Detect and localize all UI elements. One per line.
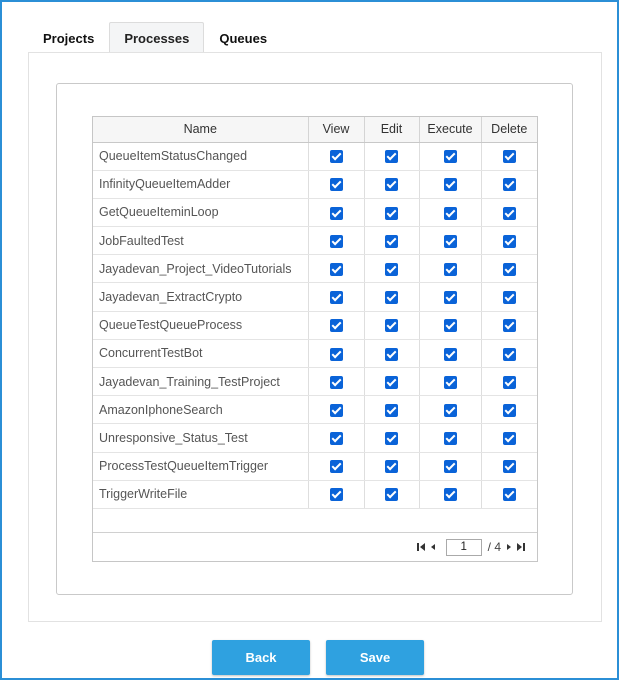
view-checkbox[interactable] bbox=[330, 488, 343, 501]
tab-processes[interactable]: Processes bbox=[109, 22, 204, 53]
edit-checkbox[interactable] bbox=[385, 376, 398, 389]
view-cell bbox=[308, 198, 364, 226]
delete-cell bbox=[481, 142, 537, 170]
delete-cell bbox=[481, 255, 537, 283]
delete-cell bbox=[481, 368, 537, 396]
page-number-input[interactable] bbox=[446, 539, 482, 556]
process-name-cell: InfinityQueueItemAdder bbox=[93, 170, 308, 198]
process-name-cell: GetQueueIteminLoop bbox=[93, 198, 308, 226]
delete-checkbox[interactable] bbox=[503, 319, 516, 332]
first-page-icon[interactable] bbox=[417, 540, 426, 554]
edit-checkbox[interactable] bbox=[385, 348, 398, 361]
back-button[interactable]: Back bbox=[212, 640, 310, 675]
edit-checkbox[interactable] bbox=[385, 291, 398, 304]
view-cell bbox=[308, 452, 364, 480]
process-name-cell: Jayadevan_Project_VideoTutorials bbox=[93, 255, 308, 283]
execute-checkbox[interactable] bbox=[444, 291, 457, 304]
view-checkbox[interactable] bbox=[330, 348, 343, 361]
process-name-cell: QueueItemStatusChanged bbox=[93, 142, 308, 170]
process-name-cell: QueueTestQueueProcess bbox=[93, 311, 308, 339]
execute-cell bbox=[419, 480, 481, 508]
last-page-icon[interactable] bbox=[516, 540, 525, 554]
view-cell bbox=[308, 255, 364, 283]
view-cell bbox=[308, 396, 364, 424]
delete-cell bbox=[481, 311, 537, 339]
delete-checkbox[interactable] bbox=[503, 460, 516, 473]
process-name-cell: Jayadevan_Training_TestProject bbox=[93, 368, 308, 396]
edit-checkbox[interactable] bbox=[385, 432, 398, 445]
processes-tab-panel bbox=[28, 52, 602, 622]
table-row bbox=[93, 452, 537, 480]
column-header-edit[interactable]: Edit bbox=[364, 117, 419, 142]
view-checkbox[interactable] bbox=[330, 235, 343, 248]
edit-checkbox[interactable] bbox=[385, 404, 398, 417]
execute-checkbox[interactable] bbox=[444, 404, 457, 417]
view-checkbox[interactable] bbox=[330, 150, 343, 163]
delete-checkbox[interactable] bbox=[503, 488, 516, 501]
view-checkbox[interactable] bbox=[330, 263, 343, 276]
table-body bbox=[93, 142, 537, 508]
execute-cell bbox=[419, 283, 481, 311]
table-row bbox=[93, 339, 537, 367]
table-row bbox=[93, 396, 537, 424]
view-cell bbox=[308, 339, 364, 367]
delete-cell bbox=[481, 170, 537, 198]
edit-cell bbox=[364, 255, 419, 283]
view-cell bbox=[308, 170, 364, 198]
edit-cell bbox=[364, 424, 419, 452]
view-cell bbox=[308, 283, 364, 311]
execute-cell bbox=[419, 311, 481, 339]
edit-cell bbox=[364, 170, 419, 198]
edit-cell bbox=[364, 452, 419, 480]
execute-checkbox[interactable] bbox=[444, 178, 457, 191]
edit-checkbox[interactable] bbox=[385, 263, 398, 276]
view-cell bbox=[308, 227, 364, 255]
execute-cell bbox=[419, 396, 481, 424]
table-row bbox=[93, 311, 537, 339]
process-name-cell: TriggerWriteFile bbox=[93, 480, 308, 508]
edit-cell bbox=[364, 339, 419, 367]
delete-checkbox[interactable] bbox=[503, 150, 516, 163]
edit-cell bbox=[364, 396, 419, 424]
edit-checkbox[interactable] bbox=[385, 178, 398, 191]
save-button[interactable]: Save bbox=[326, 640, 424, 675]
tab-projects[interactable]: Projects bbox=[43, 30, 95, 46]
table-row bbox=[93, 227, 537, 255]
process-name-cell: ProcessTestQueueItemTrigger bbox=[93, 452, 308, 480]
execute-cell bbox=[419, 170, 481, 198]
view-checkbox[interactable] bbox=[330, 319, 343, 332]
edit-cell bbox=[364, 227, 419, 255]
permissions-container bbox=[56, 83, 573, 595]
delete-checkbox[interactable] bbox=[503, 432, 516, 445]
tab-queues[interactable]: Queues bbox=[219, 30, 268, 46]
delete-checkbox[interactable] bbox=[503, 291, 516, 304]
process-name-cell: AmazonIphoneSearch bbox=[93, 396, 308, 424]
table-row bbox=[93, 283, 537, 311]
table-row bbox=[93, 255, 537, 283]
prev-page-icon[interactable] bbox=[430, 540, 436, 554]
execute-checkbox[interactable] bbox=[444, 376, 457, 389]
delete-checkbox[interactable] bbox=[503, 376, 516, 389]
delete-cell bbox=[481, 198, 537, 226]
column-header-delete[interactable]: Delete bbox=[481, 117, 537, 142]
view-cell bbox=[308, 480, 364, 508]
table-row bbox=[93, 368, 537, 396]
permissions-table bbox=[93, 117, 537, 509]
view-checkbox[interactable] bbox=[330, 404, 343, 417]
view-cell bbox=[308, 368, 364, 396]
process-name-cell: Unresponsive_Status_Test bbox=[93, 424, 308, 452]
view-checkbox[interactable] bbox=[330, 460, 343, 473]
execute-cell bbox=[419, 424, 481, 452]
view-cell bbox=[308, 142, 364, 170]
next-page-icon[interactable] bbox=[506, 540, 512, 554]
edit-cell bbox=[364, 142, 419, 170]
process-name-cell: JobFaultedTest bbox=[93, 227, 308, 255]
edit-cell bbox=[364, 198, 419, 226]
process-name-cell: Jayadevan_ExtractCrypto bbox=[93, 283, 308, 311]
delete-checkbox[interactable] bbox=[503, 404, 516, 417]
delete-cell bbox=[481, 424, 537, 452]
execute-cell bbox=[419, 452, 481, 480]
delete-cell bbox=[481, 480, 537, 508]
edit-checkbox[interactable] bbox=[385, 150, 398, 163]
view-checkbox[interactable] bbox=[330, 376, 343, 389]
view-checkbox[interactable] bbox=[330, 178, 343, 191]
view-checkbox[interactable] bbox=[330, 432, 343, 445]
view-cell bbox=[308, 424, 364, 452]
table-row bbox=[93, 142, 537, 170]
execute-checkbox[interactable] bbox=[444, 319, 457, 332]
tab-bar bbox=[28, 22, 282, 53]
process-name-cell: ConcurrentTestBot bbox=[93, 339, 308, 367]
delete-cell bbox=[481, 396, 537, 424]
execute-checkbox[interactable] bbox=[444, 150, 457, 163]
delete-checkbox[interactable] bbox=[503, 178, 516, 191]
execute-checkbox[interactable] bbox=[444, 460, 457, 473]
edit-cell bbox=[364, 368, 419, 396]
edit-checkbox[interactable] bbox=[385, 235, 398, 248]
delete-cell bbox=[481, 227, 537, 255]
edit-checkbox[interactable] bbox=[385, 460, 398, 473]
edit-checkbox[interactable] bbox=[385, 488, 398, 501]
table-row bbox=[93, 198, 537, 226]
delete-checkbox[interactable] bbox=[503, 263, 516, 276]
edit-cell bbox=[364, 480, 419, 508]
edit-checkbox[interactable] bbox=[385, 207, 398, 220]
execute-cell bbox=[419, 198, 481, 226]
execute-checkbox[interactable] bbox=[444, 348, 457, 361]
table-row bbox=[93, 424, 537, 452]
execute-cell bbox=[419, 368, 481, 396]
column-header-view[interactable]: View bbox=[308, 117, 364, 142]
view-checkbox[interactable] bbox=[330, 207, 343, 220]
delete-cell bbox=[481, 452, 537, 480]
delete-checkbox[interactable] bbox=[503, 207, 516, 220]
edit-cell bbox=[364, 311, 419, 339]
execute-cell bbox=[419, 142, 481, 170]
execute-checkbox[interactable] bbox=[444, 235, 457, 248]
table-header-row bbox=[93, 117, 537, 142]
page-total-label: / 4 bbox=[487, 540, 501, 554]
view-checkbox[interactable] bbox=[330, 291, 343, 304]
edit-checkbox[interactable] bbox=[385, 319, 398, 332]
execute-checkbox[interactable] bbox=[444, 207, 457, 220]
execute-cell bbox=[419, 339, 481, 367]
column-header-name[interactable]: Name bbox=[93, 117, 308, 142]
execute-checkbox[interactable] bbox=[444, 432, 457, 445]
delete-checkbox[interactable] bbox=[503, 348, 516, 361]
execute-checkbox[interactable] bbox=[444, 488, 457, 501]
permissions-grid bbox=[92, 116, 538, 562]
execute-cell bbox=[419, 255, 481, 283]
delete-cell bbox=[481, 283, 537, 311]
view-cell bbox=[308, 311, 364, 339]
table-row bbox=[93, 480, 537, 508]
delete-cell bbox=[481, 339, 537, 367]
delete-checkbox[interactable] bbox=[503, 235, 516, 248]
execute-checkbox[interactable] bbox=[444, 263, 457, 276]
column-header-execute[interactable]: Execute bbox=[419, 117, 481, 142]
edit-cell bbox=[364, 283, 419, 311]
execute-cell bbox=[419, 227, 481, 255]
table-row bbox=[93, 170, 537, 198]
pager bbox=[93, 532, 537, 561]
